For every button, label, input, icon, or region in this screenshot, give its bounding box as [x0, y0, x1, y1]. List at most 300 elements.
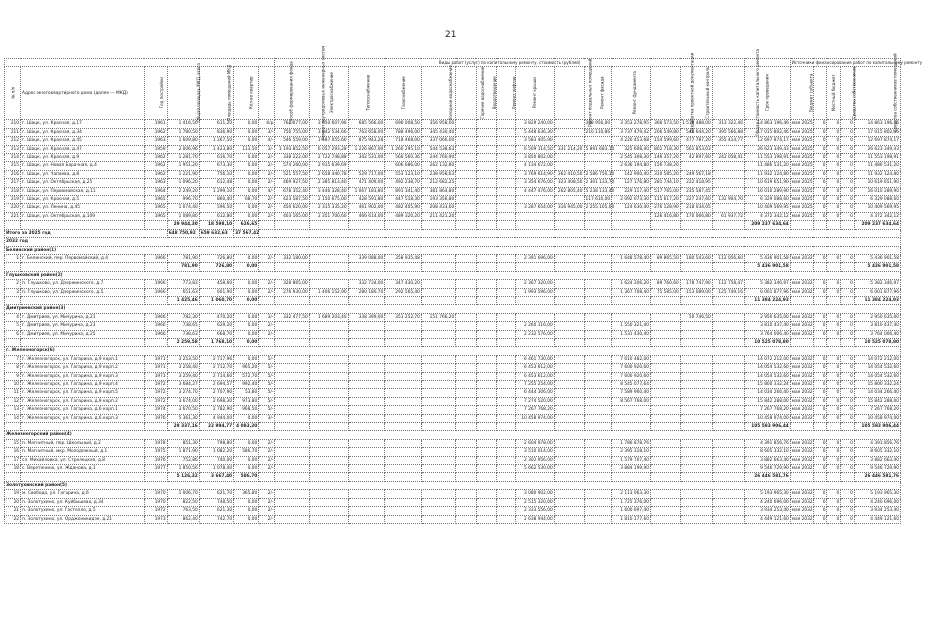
value-cell: 0: [813, 204, 827, 212]
value-cell: 1975: [144, 448, 167, 456]
value-cell: [309, 280, 348, 288]
value-cell: 862,40: [167, 515, 199, 523]
value-cell: [348, 330, 385, 338]
value-cell: 5 448 636,30: [515, 128, 554, 136]
value-cell: 331 214,20: [554, 145, 584, 153]
value-cell: 10 458 974,00: [744, 414, 790, 422]
value-cell: [385, 498, 422, 506]
value-cell: 212 682,25: [421, 179, 455, 187]
value-cell: 1 074,40: [167, 204, 199, 212]
value-cell: [456, 296, 477, 304]
value-cell: [476, 372, 497, 380]
column-header: [680, 67, 712, 120]
value-cell: 0: [827, 355, 841, 363]
value-cell: 7 600 920,60: [612, 372, 651, 380]
value-cell: [554, 288, 584, 296]
value-cell: 2 006,96: [167, 145, 199, 153]
value-cell: [421, 515, 455, 523]
value-cell: 626,65: [234, 221, 259, 229]
value-cell: [497, 128, 515, 136]
value-cell: 685 566,00: [348, 120, 385, 128]
value-cell: 0: [827, 498, 841, 506]
row-number-cell: 21: [5, 507, 21, 515]
row-number-cell: 22: [5, 515, 21, 523]
address-cell: г. Железногорск, ул. Гагарина, д.6 корп.3: [21, 414, 145, 422]
value-cell: [612, 414, 651, 422]
value-cell: 1976: [144, 414, 167, 422]
value-cell: 0: [813, 389, 827, 397]
value-cell: 612,80: [199, 212, 233, 220]
value-cell: 0: [813, 372, 827, 380]
value-cell: [584, 473, 611, 481]
value-cell: [456, 381, 477, 389]
value-cell: 15 800 332,24: [744, 381, 790, 389]
value-cell: 2 915 639,69: [309, 162, 348, 170]
value-cell: 0: [813, 170, 827, 178]
section-title: Глушковский район(2): [5, 271, 901, 279]
value-cell: 0: [841, 414, 855, 422]
value-cell: [497, 212, 515, 220]
value-cell: [476, 448, 497, 456]
value-cell: 0: [827, 128, 841, 136]
value-cell: [476, 465, 497, 473]
value-cell: [275, 439, 309, 447]
value-cell: 4/-: [259, 187, 275, 195]
value-cell: мая 2032: [791, 365, 813, 371]
value-cell: [712, 204, 744, 212]
value-cell: мая 2025: [791, 180, 813, 186]
value-cell: 621,30: [199, 507, 233, 515]
column-header: [199, 64, 233, 121]
value-cell: мая 2032: [791, 289, 813, 295]
value-cell: 0: [813, 288, 827, 296]
value-cell: 0: [827, 179, 841, 187]
value-cell: 5 662 530,00: [515, 465, 554, 473]
value-cell: [650, 490, 680, 498]
value-cell: 0: [841, 515, 855, 523]
column-header-label: Ремонт лифтов: [511, 76, 517, 110]
row-number-cell: 14: [5, 414, 21, 422]
value-cell: 15 842 288,00: [854, 397, 900, 405]
table-row: [5, 456, 901, 464]
value-cell: 7 267 768,20: [515, 406, 554, 414]
column-header-label: Ремонт внутридомовых инженерных систем: [320, 45, 326, 141]
value-cell: 5 382 346,97: [744, 280, 790, 288]
value-cell: 1978: [144, 439, 167, 447]
value-cell: 651,63: [167, 288, 199, 296]
table-row: [5, 204, 901, 212]
value-cell: [712, 465, 744, 473]
value-cell: [348, 296, 385, 304]
value-cell: 2 255 105,00: [585, 205, 615, 211]
value-cell: [680, 465, 712, 473]
value-cell: 2 950 635,00: [744, 313, 790, 321]
value-cell: 7 274 520,00: [515, 397, 554, 405]
value-cell: 112 056,60: [712, 254, 744, 262]
column-header: [554, 58, 593, 127]
address-cell: г. Шацк, ул. Ленина, д.45: [21, 204, 145, 212]
row-number-cell: [5, 221, 21, 229]
table-row: [5, 288, 901, 296]
value-cell: [476, 330, 497, 338]
value-cell: [497, 423, 515, 431]
value-cell: [650, 330, 680, 338]
value-cell: 0: [813, 364, 827, 372]
value-cell: 2 249,20: [167, 187, 199, 195]
value-cell: [841, 473, 855, 481]
value-cell: 756,10: [199, 170, 233, 178]
value-cell: [841, 296, 855, 304]
value-cell: 0: [841, 137, 855, 145]
value-cell: 1 531 430,40: [612, 330, 651, 338]
value-cell: 2 150 675,00: [309, 196, 348, 204]
value-cell: [650, 364, 680, 372]
value-cell: 0,00: [234, 120, 259, 128]
value-cell: 0: [827, 137, 841, 145]
value-cell: 1 281,70: [167, 154, 199, 162]
value-cell: 211 421,20: [421, 212, 455, 220]
value-cell: 1 850,56: [167, 465, 199, 473]
value-cell: [712, 439, 744, 447]
value-cell: [497, 196, 515, 204]
value-cell: 0: [841, 490, 855, 498]
value-cell: 0: [813, 187, 827, 195]
value-cell: [650, 456, 680, 464]
address-cell: г. Шацк, ул. Чапаева, д.8: [21, 170, 145, 178]
value-cell: 0: [841, 128, 855, 136]
table-row: [5, 355, 901, 363]
value-cell: [456, 364, 477, 372]
value-cell: [421, 355, 455, 363]
row-number-cell: 6: [5, 330, 21, 338]
value-cell: [584, 406, 611, 414]
address-cell: п. Золотухино, ул. Орджоникидзе, д.21: [21, 515, 145, 523]
value-cell: 0: [841, 322, 855, 330]
value-cell: 0: [841, 187, 855, 195]
value-cell: 153 089,00: [680, 288, 712, 296]
value-cell: 875 943,28: [348, 137, 385, 145]
value-cell: 7 610 482,00: [612, 355, 651, 363]
value-cell: [421, 456, 455, 464]
value-cell: 2 658 440,78: [309, 170, 348, 178]
table-row: [5, 381, 901, 389]
row-number-cell: 220: [5, 204, 21, 212]
value-cell: [476, 490, 497, 498]
value-cell: [476, 397, 497, 405]
value-cell: [385, 414, 422, 422]
value-cell: 668,70: [199, 330, 233, 338]
value-cell: [497, 507, 515, 515]
value-cell: [456, 498, 477, 506]
value-cell: [712, 414, 744, 422]
value-cell: 8 605 332,10: [744, 448, 790, 456]
value-cell: 0: [813, 490, 827, 498]
value-cell: [476, 288, 497, 296]
column-header: [144, 67, 167, 120]
value-cell: [813, 263, 827, 271]
value-cell: 0: [827, 254, 841, 262]
value-cell: 5 361,30: [167, 414, 199, 422]
value-cell: 2 586 750,10: [585, 171, 615, 177]
address-cell: г. Шацк, ул. Первомайская, д.11: [21, 187, 145, 195]
value-cell: [348, 338, 385, 346]
value-cell: 313 322,46: [712, 120, 744, 128]
value-cell: [421, 372, 455, 380]
row-number-cell: 2: [5, 280, 21, 288]
value-cell: [259, 423, 275, 431]
value-cell: [712, 145, 744, 153]
value-cell: 381 864,80: [421, 187, 455, 195]
value-cell: [497, 288, 515, 296]
value-cell: [421, 490, 455, 498]
table-row: [5, 330, 901, 338]
value-cell: 851,30: [167, 439, 199, 447]
value-cell: 5 436 901,58: [744, 263, 790, 271]
value-cell: [712, 187, 744, 195]
value-cell: [554, 280, 584, 288]
year-total-empty: [259, 229, 901, 237]
value-cell: [385, 448, 422, 456]
value-cell: 8 545 077,64: [612, 381, 651, 389]
value-cell: 0,00: [234, 515, 259, 523]
value-cell: [554, 372, 584, 380]
value-cell: [456, 128, 477, 136]
value-cell: 2 367 320,00: [515, 280, 554, 288]
value-cell: [259, 338, 275, 346]
value-cell: 529 717,00: [348, 170, 385, 178]
value-cell: 1966: [144, 254, 167, 262]
value-cell: 629,20: [199, 322, 233, 330]
value-cell: [275, 423, 309, 431]
value-cell: 0: [827, 372, 841, 380]
value-cell: [497, 498, 515, 506]
value-cell: мая 2032: [791, 407, 813, 413]
value-cell: [259, 296, 275, 304]
value-cell: мая 2032: [791, 390, 813, 396]
table-body: [5, 120, 901, 524]
value-cell: [515, 196, 554, 204]
value-cell: [456, 212, 477, 220]
value-cell: [584, 280, 611, 288]
value-cell: [421, 465, 455, 473]
value-cell: 105 583 906,44: [744, 423, 790, 431]
value-cell: [385, 515, 422, 523]
value-cell: 0: [813, 498, 827, 506]
address-cell: г. Железногорск, ул. Гагарина, д.9 корп.2: [21, 364, 145, 372]
value-cell: 3/-: [259, 128, 275, 136]
value-cell: 14 863 196,46: [744, 120, 790, 128]
value-cell: 836,90: [199, 128, 233, 136]
column-header: [385, 67, 422, 120]
value-cell: [650, 389, 680, 397]
row-number-cell: 7: [5, 355, 21, 363]
value-cell: [612, 338, 651, 346]
value-cell: [584, 381, 611, 389]
row-number-cell: [5, 338, 21, 346]
value-cell: 2/-: [259, 280, 275, 288]
value-cell: 3 764 006,40: [854, 330, 900, 338]
value-cell: 4 240 696,00: [854, 498, 900, 506]
value-cell: [554, 439, 584, 447]
subtotal-row: [5, 221, 901, 229]
row-number-cell: 221: [5, 212, 21, 220]
value-cell: 366 573,50: [650, 120, 680, 128]
value-cell: 2 232 576,00: [515, 330, 554, 338]
value-cell: 1972: [144, 381, 167, 389]
value-cell: 2/-: [259, 170, 275, 178]
value-cell: [515, 296, 554, 304]
value-cell: [275, 498, 309, 506]
value-cell: 1962: [144, 128, 167, 136]
value-cell: 0,00: [234, 355, 259, 363]
address-cell: сл. Михайловка, ул. Стрелецкая, д.8: [21, 456, 145, 464]
value-cell: 0: [813, 507, 827, 515]
value-cell: 0: [813, 355, 827, 363]
value-cell: 8 605 332,10: [854, 448, 900, 456]
value-cell: 718 468,00: [385, 137, 422, 145]
value-cell: 3 354 676,00: [515, 179, 554, 187]
value-cell: 403 165,00: [275, 212, 309, 220]
row-number-cell: 18: [5, 465, 21, 473]
value-cell: 358 935,48: [385, 254, 422, 262]
value-cell: 1 096,20: [167, 179, 199, 187]
value-cell: [712, 364, 744, 372]
value-cell: 726,80: [199, 254, 233, 262]
row-number-cell: 218: [5, 187, 21, 195]
value-cell: 2 638 944,00: [515, 515, 554, 523]
value-cell: 742,70: [199, 515, 233, 523]
value-cell: [476, 154, 497, 162]
value-cell: 328 865,00: [275, 280, 309, 288]
value-cell: [348, 423, 385, 431]
value-cell: мая 2032: [791, 499, 813, 505]
value-cell: 586,70: [234, 473, 259, 481]
value-cell: 4 391 856,76: [744, 439, 790, 447]
value-cell: [144, 338, 167, 346]
address-cell: п. Магнитный, пер. Школьный, д.2: [21, 439, 145, 447]
value-cell: [497, 313, 515, 321]
year-total-value: 659 632,63: [199, 229, 233, 237]
value-cell: 323 408,50: [554, 179, 584, 187]
value-cell: [584, 465, 611, 473]
value-cell: [348, 456, 385, 464]
value-cell: [680, 498, 712, 506]
address-cell: г. Железногорск, ул. Гагарина, д.9 корп.3: [21, 372, 145, 380]
value-cell: [385, 439, 422, 447]
value-cell: 466 614,00: [348, 212, 385, 220]
value-cell: [421, 448, 455, 456]
value-cell: [421, 439, 455, 447]
value-cell: 2 545 308,30: [612, 154, 651, 162]
value-cell: [476, 381, 497, 389]
value-cell: 5/-: [259, 355, 275, 363]
value-cell: [144, 423, 167, 431]
address-cell: г. Шацк, ул. Октябрьская, д.109: [21, 212, 145, 220]
value-cell: 3/-: [259, 145, 275, 153]
value-cell: [554, 162, 584, 170]
value-cell: 5/-: [259, 372, 275, 380]
value-cell: [348, 406, 385, 414]
value-cell: [385, 473, 422, 481]
value-cell: [275, 381, 309, 389]
value-cell: 0: [827, 515, 841, 523]
value-cell: 0: [841, 280, 855, 288]
value-cell: [497, 389, 515, 397]
value-cell: 0: [841, 288, 855, 296]
value-cell: 14 034 266,40: [854, 389, 900, 397]
column-header-label: Местный бюджет: [830, 74, 836, 112]
value-cell: [612, 423, 651, 431]
value-cell: 0: [813, 254, 827, 262]
value-cell: 4 447 476,00: [515, 187, 554, 195]
works-group-header: Виды работ (услуг) по капитальному ремонту, стоимость (рублей): [275, 59, 745, 67]
value-cell: 1 648 578,40: [612, 254, 651, 262]
value-cell: 423 587,50: [275, 196, 309, 204]
value-cell: 2/-: [259, 154, 275, 162]
value-cell: [385, 296, 422, 304]
value-cell: 15 800 332,24: [854, 381, 900, 389]
value-cell: 170 066,80: [680, 212, 712, 220]
table-row: [5, 128, 901, 136]
value-cell: [385, 465, 422, 473]
value-cell: [712, 397, 744, 405]
section-title: Железногорский район(4): [5, 431, 901, 439]
row-number-cell: 210: [5, 120, 21, 128]
value-cell: [456, 372, 477, 380]
value-cell: [421, 280, 455, 288]
value-cell: 1971: [144, 364, 167, 372]
value-cell: [476, 212, 497, 220]
subtotal-row: [5, 423, 901, 431]
value-cell: 398 956,00: [585, 121, 611, 127]
value-cell: [650, 372, 680, 380]
column-header: [497, 67, 515, 120]
value-cell: 193 356,80: [421, 196, 455, 204]
value-cell: 3 737 479,42: [612, 128, 651, 136]
value-cell: [515, 473, 554, 481]
value-cell: 1965: [144, 204, 167, 212]
value-cell: 0: [813, 515, 827, 523]
value-cell: [680, 414, 712, 422]
value-cell: 2 950 635,00: [854, 313, 900, 321]
value-cell: [456, 439, 477, 447]
value-cell: 6 001 877,96: [854, 288, 900, 296]
address-cell: п. Золотухино, ул. Куйбышева, д.34: [21, 498, 145, 506]
value-cell: 0: [827, 196, 841, 204]
value-cell: [476, 313, 497, 321]
value-cell: 0,00: [234, 187, 259, 195]
value-cell: 10 525 078,80: [854, 338, 900, 346]
column-header-label: Электроснабжение: [328, 72, 334, 114]
value-cell: 18 598,10: [199, 221, 233, 229]
value-cell: 0: [841, 372, 855, 380]
value-cell: [554, 456, 584, 464]
value-cell: [554, 221, 584, 229]
value-cell: 338 399,00: [348, 313, 385, 321]
value-cell: [584, 313, 611, 321]
column-header-row: [5, 67, 901, 120]
value-cell: 142 900,40: [612, 170, 651, 178]
value-cell: [421, 296, 455, 304]
value-cell: [348, 507, 385, 515]
value-cell: 26 623 349,43: [744, 145, 790, 153]
value-cell: [275, 364, 309, 372]
value-cell: [584, 254, 611, 262]
value-cell: [476, 355, 497, 363]
value-cell: 489 320,20: [385, 212, 422, 220]
value-cell: 0: [827, 154, 841, 162]
table-row: [5, 389, 901, 397]
